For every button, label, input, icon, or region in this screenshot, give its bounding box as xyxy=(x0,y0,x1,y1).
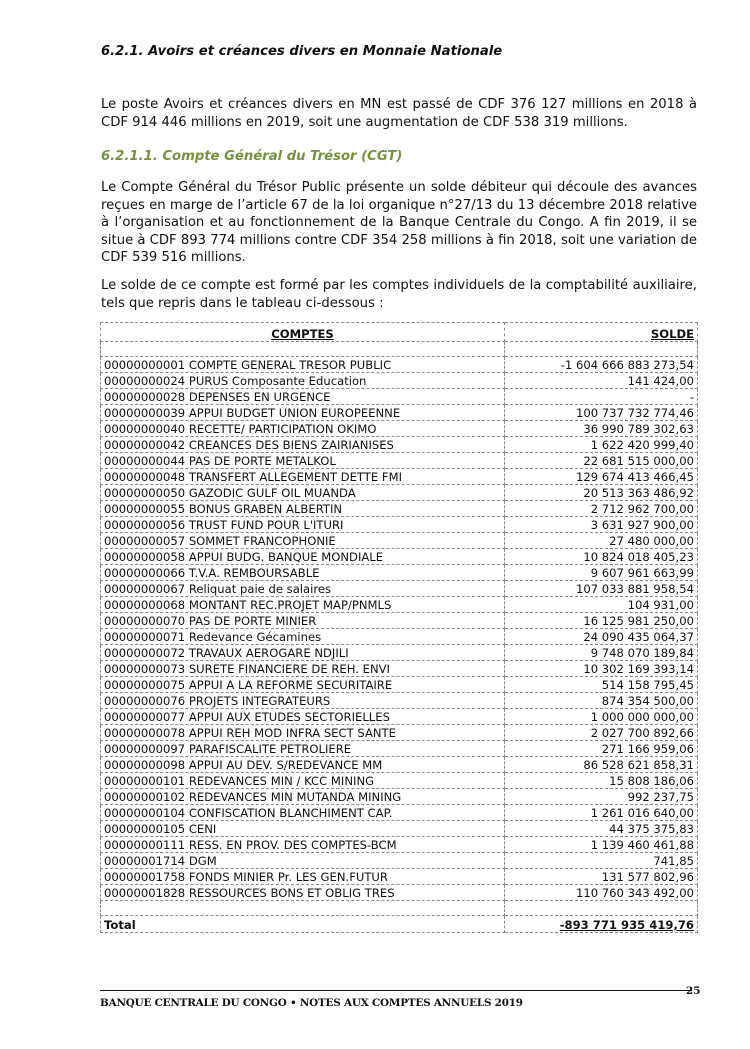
blank-cell xyxy=(505,901,698,916)
balance-cell: 110 760 343 492,00 xyxy=(505,885,698,901)
accounts-table xyxy=(100,322,698,933)
balance-cell: 9 607 961 663,99 xyxy=(505,565,698,581)
account-cell: 00000000111 RESS. EN PROV. DES COMPTES-BCM xyxy=(101,837,505,853)
balance-cell: 2 027 700 892,66 xyxy=(505,725,698,741)
page-number: 25 xyxy=(686,985,701,997)
table-row xyxy=(101,613,698,629)
table-row xyxy=(101,549,698,565)
table-row xyxy=(101,597,698,613)
table-row xyxy=(101,485,698,501)
table-row xyxy=(101,805,698,821)
account-cell: 00000000071 Redevance Gécamines xyxy=(101,629,505,645)
blank-cell xyxy=(101,901,505,916)
table-row xyxy=(101,453,698,469)
account-cell: 00000000040 RECETTE/ PARTICIPATION OKIMO xyxy=(101,421,505,437)
table-row xyxy=(101,517,698,533)
account-cell: 00000001714 DGM xyxy=(101,853,505,869)
balance-cell: 271 166 959,06 xyxy=(505,741,698,757)
account-cell: 00000001828 RESSOURCES BONS ET OBLIG TRES xyxy=(101,885,505,901)
total-label: Total xyxy=(101,916,505,933)
account-cell: 00000000068 MONTANT REC.PROJET MAP/PNMLS xyxy=(101,597,505,613)
table-row xyxy=(101,533,698,549)
footer-divider xyxy=(100,990,692,991)
account-cell: 00000000028 DEPENSES EN URGENCE xyxy=(101,389,505,405)
account-cell: 00000000042 CREANCES DES BIENS ZAIRIANISES xyxy=(101,437,505,453)
table-row xyxy=(101,789,698,805)
account-cell: 00000000098 APPUI AU DEV. S/REDEVANCE MM xyxy=(101,757,505,773)
total-row xyxy=(101,916,698,933)
balance-cell: 992 237,75 xyxy=(505,789,698,805)
balance-cell: 874 354 500,00 xyxy=(505,693,698,709)
table-row xyxy=(101,437,698,453)
table-row xyxy=(101,501,698,517)
header-comptes: COMPTES xyxy=(101,323,505,342)
table-header-row xyxy=(101,323,698,342)
table-row xyxy=(101,869,698,885)
account-cell: 00000000039 APPUI BUDGET UNION EUROPEENNE xyxy=(101,405,505,421)
account-cell: 00000000001 COMPTE GENERAL TRESOR PUBLIC xyxy=(101,357,505,373)
account-cell: 00000000057 SOMMET FRANCOPHONIE xyxy=(101,533,505,549)
account-cell: 00000000075 APPUI A LA REFORME SECURITAIRE xyxy=(101,677,505,693)
balance-cell: 131 577 802,96 xyxy=(505,869,698,885)
balance-cell: 107 033 881 958,54 xyxy=(505,581,698,597)
blank-row xyxy=(101,342,698,357)
table-row xyxy=(101,629,698,645)
balance-cell: 1 139 460 461,88 xyxy=(505,837,698,853)
table-row xyxy=(101,773,698,789)
balance-cell: 100 737 732 774,46 xyxy=(505,405,698,421)
header-solde: SOLDE xyxy=(505,323,698,342)
balance-cell: -1 604 666 883 273,54 xyxy=(505,357,698,373)
balance-cell: 104 931,00 xyxy=(505,597,698,613)
table-row xyxy=(101,837,698,853)
balance-cell: 3 631 927 900,00 xyxy=(505,517,698,533)
account-cell: 00000000066 T.V.A. REMBOURSABLE xyxy=(101,565,505,581)
balance-cell: 86 528 621 858,31 xyxy=(505,757,698,773)
account-cell: 00000001758 FONDS MINIER Pr. LES GEN.FUTUR xyxy=(101,869,505,885)
table-row xyxy=(101,565,698,581)
subsection-title: 6.2.1.1. Compte Général du Trésor (CGT) xyxy=(101,149,403,164)
table-row xyxy=(101,661,698,677)
balance-cell: 16 125 981 250,00 xyxy=(505,613,698,629)
table-intro-paragraph: Le solde de ce compte est formé par les comptes individuels de la comptabilité auxiliaire, tels que repris dans le tableau ci-dessous : xyxy=(101,278,697,311)
balance-cell: 44 375 375,83 xyxy=(505,821,698,837)
account-cell: 00000000076 PROJETS INTEGRATEURS xyxy=(101,693,505,709)
account-cell: 00000000070 PAS DE PORTE MINIER xyxy=(101,613,505,629)
table-row xyxy=(101,853,698,869)
table-row xyxy=(101,821,698,837)
table-row xyxy=(101,357,698,373)
account-cell: 00000000067 Reliquat paie de salaires xyxy=(101,581,505,597)
blank-row xyxy=(101,901,698,916)
account-cell: 00000000104 CONFISCATION BLANCHIMENT CAP. xyxy=(101,805,505,821)
table-row xyxy=(101,645,698,661)
balance-cell: 27 480 000,00 xyxy=(505,533,698,549)
account-cell: 00000000044 PAS DE PORTE METALKOL xyxy=(101,453,505,469)
balance-cell: 129 674 413 466,45 xyxy=(505,469,698,485)
balance-cell: 10 824 018 405,23 xyxy=(505,549,698,565)
table-row xyxy=(101,677,698,693)
total-balance: -893 771 935 419,76 xyxy=(505,916,698,933)
table-row xyxy=(101,373,698,389)
account-cell: 00000000050 GAZODIC GULF OIL MUANDA xyxy=(101,485,505,501)
balance-cell: 141 424,00 xyxy=(505,373,698,389)
account-cell: 00000000101 REDEVANCES MIN / KCC MINING xyxy=(101,773,505,789)
balance-cell: 514 158 795,45 xyxy=(505,677,698,693)
account-cell: 00000000048 TRANSFERT ALLEGEMENT DETTE FMI xyxy=(101,469,505,485)
account-cell: 00000000056 TRUST FUND POUR L'ITURI xyxy=(101,517,505,533)
account-cell: 00000000105 CENI xyxy=(101,821,505,837)
account-cell: 00000000072 TRAVAUX AEROGARE NDJILI xyxy=(101,645,505,661)
balance-cell: 15 808 186,06 xyxy=(505,773,698,789)
account-cell: 00000000055 BONUS GRABEN ALBERTIN xyxy=(101,501,505,517)
footer-text: BANQUE CENTRALE DU CONGO • NOTES AUX COMPTES ANNUELS 2019 xyxy=(100,997,523,1009)
balance-cell: 1 622 420 999,40 xyxy=(505,437,698,453)
cgt-description-paragraph: Le Compte Général du Trésor Public présente un solde débiteur qui découle des avances reçues en marge de l’article 67 de la loi organique n°27/13 du 13 décembre 2018 relative à l’organisation et au fonctionnement de la Banque Centrale du Congo. A fin 2019, il se situe à CDF 893 774 millions contre CDF 354 258 millions à fin 2018, soit une variation de CDF 539 516 millions. xyxy=(101,180,697,265)
account-cell: 00000000078 APPUI REH MOD INFRA SECT SANTE xyxy=(101,725,505,741)
table-row xyxy=(101,709,698,725)
balance-cell: - xyxy=(505,389,698,405)
account-cell: 00000000102 REDEVANCES MIN MUTANDA MINING xyxy=(101,789,505,805)
blank-cell xyxy=(101,342,505,357)
blank-cell xyxy=(505,342,698,357)
balance-cell: 1 261 016 640,00 xyxy=(505,805,698,821)
account-cell: 00000000058 APPUI BUDG. BANQUE MONDIALE xyxy=(101,549,505,565)
table-row xyxy=(101,885,698,901)
section-intro-paragraph: Le poste Avoirs et créances divers en MN est passé de CDF 376 127 millions en 2018 à CDF 914 446 millions en 2019, soit une augmentation de CDF 538 319 millions. xyxy=(101,97,697,130)
table-row xyxy=(101,469,698,485)
balance-cell: 741,85 xyxy=(505,853,698,869)
section-title: 6.2.1. Avoirs et créances divers en Monnaie Nationale xyxy=(101,44,503,59)
table-row xyxy=(101,389,698,405)
balance-cell: 1 000 000 000,00 xyxy=(505,709,698,725)
account-cell: 00000000077 APPUI AUX ETUDES SECTORIELLES xyxy=(101,709,505,725)
table-row xyxy=(101,581,698,597)
table-row xyxy=(101,757,698,773)
table-row xyxy=(101,741,698,757)
table-row xyxy=(101,725,698,741)
balance-cell: 24 090 435 064,37 xyxy=(505,629,698,645)
balance-cell: 10 302 169 393,14 xyxy=(505,661,698,677)
balance-cell: 36 990 789 302,63 xyxy=(505,421,698,437)
balance-cell: 9 748 070 189,84 xyxy=(505,645,698,661)
account-cell: 00000000097 PARAFISCALITE PETROLIERE xyxy=(101,741,505,757)
table-row xyxy=(101,421,698,437)
table-row xyxy=(101,693,698,709)
account-cell: 00000000073 SURETE FINANCIERE DE REH. ENVI xyxy=(101,661,505,677)
balance-cell: 20 513 363 486,92 xyxy=(505,485,698,501)
account-cell: 00000000024 PURUS Composante Education xyxy=(101,373,505,389)
table-row xyxy=(101,405,698,421)
balance-cell: 22 681 515 000,00 xyxy=(505,453,698,469)
balance-cell: 2 712 962 700,00 xyxy=(505,501,698,517)
